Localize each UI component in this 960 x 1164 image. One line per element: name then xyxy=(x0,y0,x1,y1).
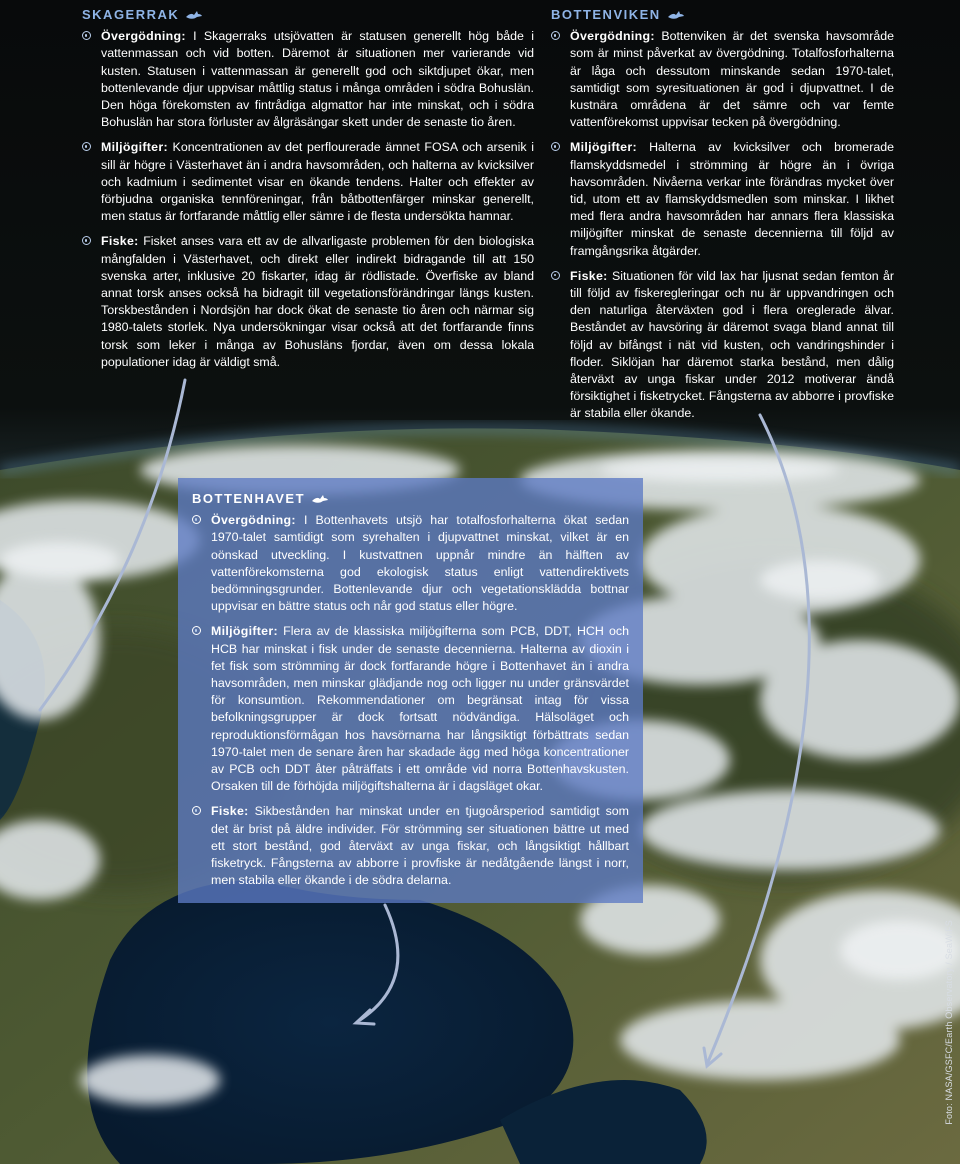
list-item xyxy=(551,268,894,423)
list-item xyxy=(551,28,894,131)
photo-credit: Foto: NASA/GSFC/Earth Observatory / SeaWiFS xyxy=(944,920,954,1125)
bottenviken-heading xyxy=(551,6,894,23)
circle-bullet-icon xyxy=(551,31,560,40)
circle-bullet-icon xyxy=(192,515,201,524)
item-label: Miljögifter: xyxy=(211,624,278,639)
item-label: Miljögifter: xyxy=(570,140,637,155)
item-label: Fiske: xyxy=(101,234,139,249)
bottenviken-section xyxy=(551,6,894,431)
item-text: Halterna av kvicksilver och bromerade flamskyddsmedel i strömming är högre än i övriga havsområden. Nivåerna verkar inte förändras mycket över tid, utom ett av flamskyddsmedlen som minskar. I likhet med flera andra havsområden har annars flera klassiska miljögifter minskat de senaste decennierna till följd av framgångsrika åtgärder. xyxy=(570,140,894,258)
skagerrak-section xyxy=(82,6,534,379)
bird-icon xyxy=(667,9,685,21)
item-text: I Skagerraks utsjövatten är statusen generellt hög både i vattenmassan och vid botten. Däremot är situationen mer varierande vid kusten. Statusen i vattenmassan är generellt god och siktdjupet ökar, men bottenlevande djur uppvisar måttlig status i många områden i södra Bohuslän. Den höga förekomsten av fintrådiga algmattor har inte minskat, och i södra Bohuslän har stora förluster av ålgräsängar skett under de senaste tio åren. xyxy=(101,29,534,130)
item-text: I Bottenhavets utsjö har totalfosforhalterna ökat sedan 1970-talet samtidigt som syrehalten i djupvattnet minskat, vilket är en oönskad utveckling. I kustvattnen uppnår mindre än hälften av vattenförekomsterna god ekologisk status enligt vattendirektivets bedömningsgrunder. Bottenlevande djur och vegetationsklädda bottnar uppvisar en bättre status och når god status eller högre. xyxy=(211,513,629,614)
item-label: Övergödning: xyxy=(101,29,186,44)
item-text: Fisket anses vara ett av de allvarligaste problemen för den biologiska mångfalden i Västerhavet, och direkt eller indirekt bidragande till att 150 svenska arter, inklusive 20 fiskarter, idag är rödlistade. Överfiske av bland annat torsk anses också ha bidragit till vegetationsförändringar längs kusten. Torskbestånden i Nordsjön har dock ökat de senaste tio åren och närmar sig 1980-talets storlek. Nya undersökningar visar också att det fortfarande finns torsk som leker i många av Bohusläns fjordar, även om dessa lokala populationer idag är väldigt små. xyxy=(101,234,534,369)
item-text: Flera av de klassiska miljögifterna som PCB, DDT, HCH och HCB har minskat i fisk under de senaste decennierna. Halterna av dioxin i fet fisk som strömming är dock fortfarande högre i Bottenhavet än i andra havsområden, men minskar glädjande nog och ligger nu under gränsvärdet för konsumtion. Rekommendationer om begränsat intag för vissa befolkningsgrupper är dock fortsatt nödvändiga. Hälsoläget och reproduktionsförmågan hos havsörnarna har långsiktigt förbättrats sedan 1970-talet men de senare åren har skadade ägg med höga koncentrationer av PCB och DDT åter påträffats i ett område vid norra Bottenhavskusten. Orsaken till de förhöjda miljögiftshalterna är i dagsläget okar. xyxy=(211,624,629,794)
item-label: Fiske: xyxy=(211,804,249,819)
skagerrak-title: SKAGERRAK xyxy=(82,7,180,22)
circle-bullet-icon xyxy=(82,31,91,40)
bottenhavet-section xyxy=(192,490,629,897)
bottenviken-title: BOTTENVIKEN xyxy=(551,7,661,22)
list-item xyxy=(82,139,534,225)
item-label: Övergödning: xyxy=(570,29,655,44)
item-text: Koncentrationen av det perflourerade ämnet FOSA och arsenik i sill är högre i Västerhavet än i andra havsområden, och halterna av kvicksilver och kadmium i sedimentet visar en ökande tendens. Halter och effekter av förbjudna organiska tennföreningar, från båtbottenfärger minskar generellt, men status är fortfarande måttlig eller sämre i de flesta undersökta hamnar. xyxy=(101,140,534,224)
circle-bullet-icon xyxy=(551,142,560,151)
skagerrak-heading xyxy=(82,6,534,23)
list-item xyxy=(192,512,629,615)
circle-bullet-icon xyxy=(192,806,201,815)
circle-bullet-icon xyxy=(192,626,201,635)
item-label: Övergödning: xyxy=(211,513,296,528)
item-text: Sikbestånden har minskat under en tjugoårsperiod samtidigt som det är brist på äldre individer. För strömming ser situationen bättre ut med ett stort bestånd, god återväxt av unga fiskar, och långsiktigt hållbart fisketryck. Fångsterna av abborre i provfiske är nedåtgående längst i norr, men stabila eller ökande i de södra delarna. xyxy=(211,804,629,888)
circle-bullet-icon xyxy=(82,236,91,245)
list-item xyxy=(82,28,534,131)
circle-bullet-icon xyxy=(551,271,560,280)
bird-icon xyxy=(185,9,203,21)
list-item xyxy=(82,233,534,371)
bottenhavet-title: BOTTENHAVET xyxy=(192,491,306,506)
list-item xyxy=(192,803,629,889)
circle-bullet-icon xyxy=(82,142,91,151)
item-text: Bottenviken är det svenska havsområde som är minst påverkat av övergödning. Totalfosforhalterna är låga och dessutom minskande sedan 1970-talet, samtidigt som syresituationen är god i djupvattnet. I de kustnära områdena är det sämre och var femte vattenförekomst uppvisar tecken på övergödning. xyxy=(570,29,894,130)
item-text: Situationen för vild lax har ljusnat sedan femton år till följd av fiskeregleringar och nu är uppvandringen och den naturliga återväxten god i flera oreglerade älvar. Beståndet av havsöring är däremot svaga bland annat till följd av bifångst i nät vid kusten, och vandringshinder i floder. Siklöjan har däremot starka bestånd, men dålig återväxt av unga fiskar under 2012 motiverar ändå försiktighet i fisketrycket. Fångsterna av abborre i provfiske är stabila eller ökande. xyxy=(570,268,894,421)
bird-icon xyxy=(311,493,329,505)
list-item xyxy=(551,139,894,259)
item-label: Fiske: xyxy=(570,268,608,283)
item-label: Miljögifter: xyxy=(101,140,168,155)
list-item xyxy=(192,623,629,795)
bottenhavet-heading xyxy=(192,490,629,507)
